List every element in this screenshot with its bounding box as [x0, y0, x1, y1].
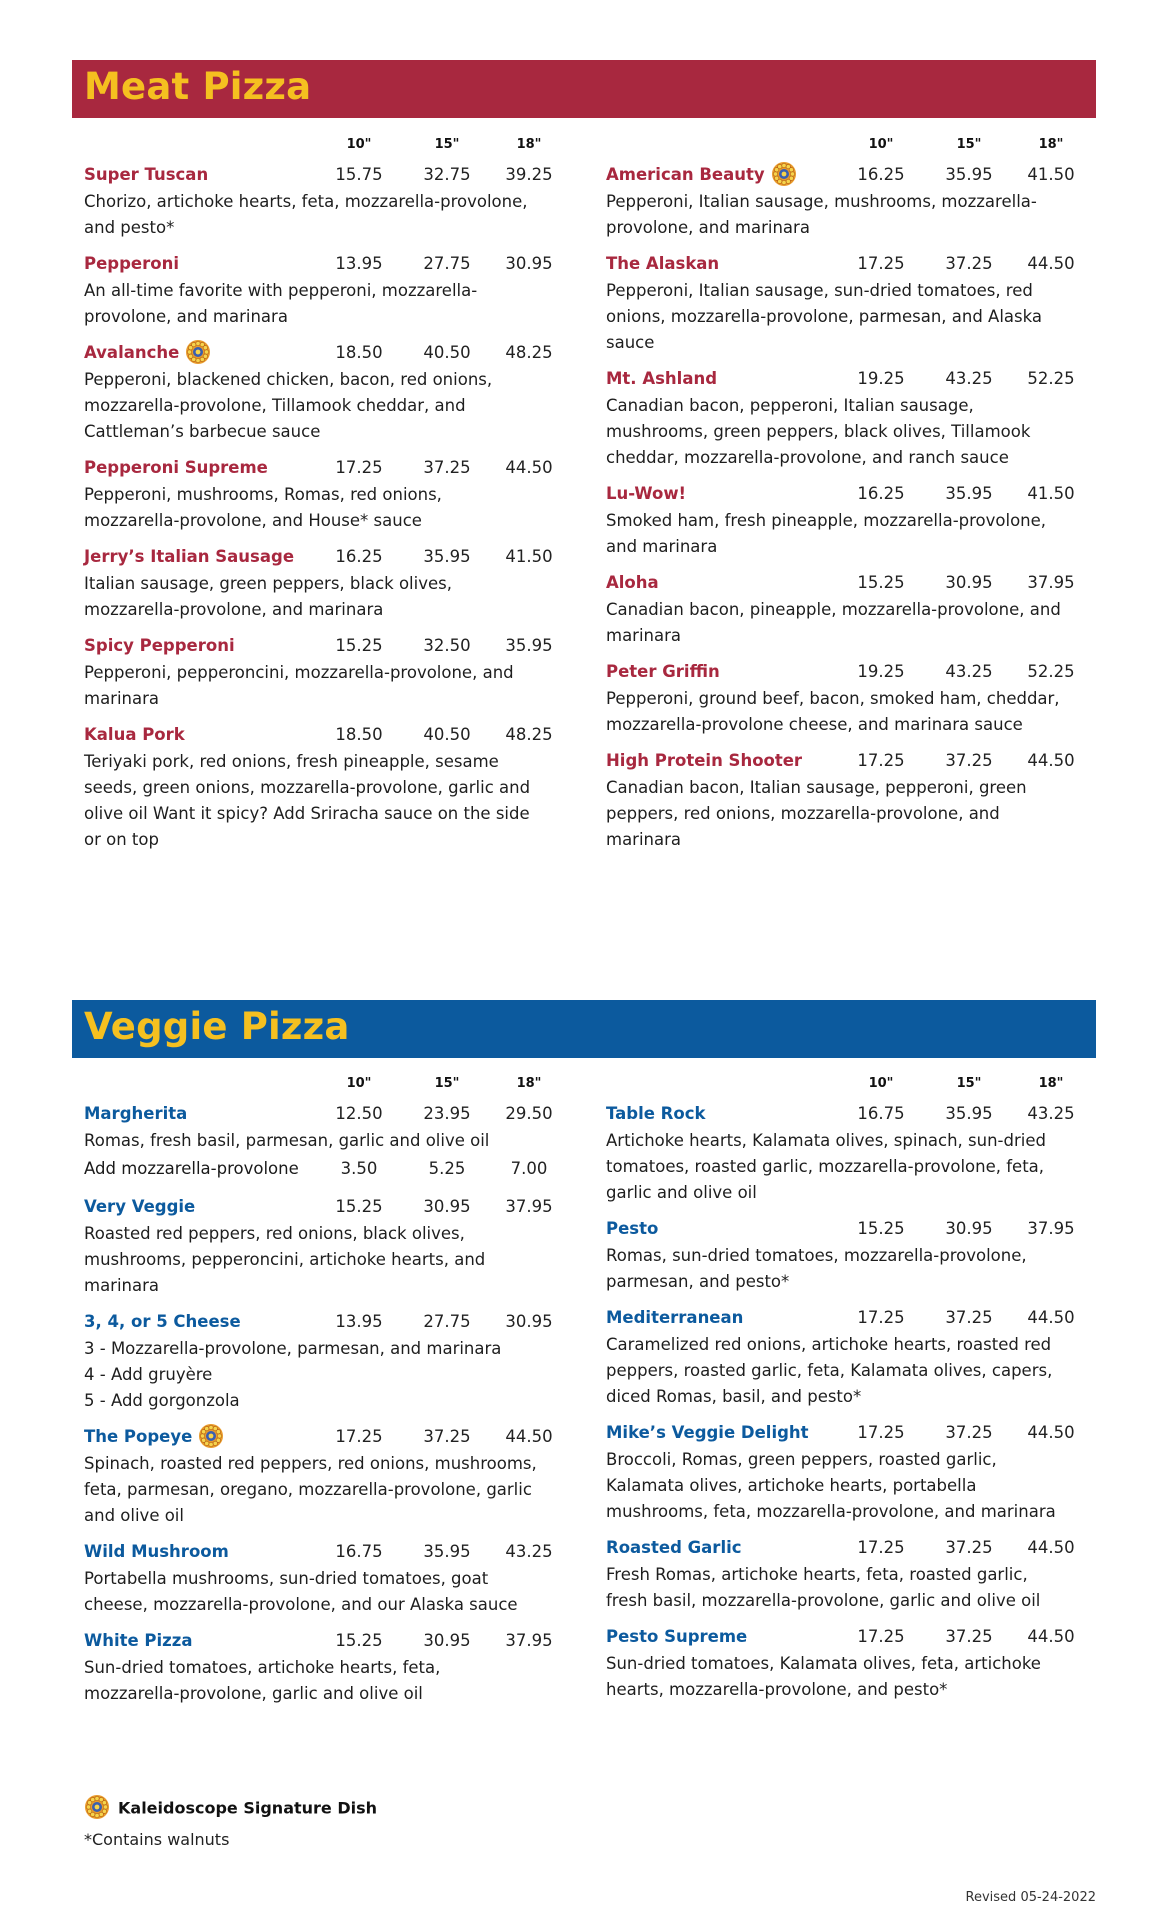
- item-description: Romas, fresh basil, parmesan, garlic and olive oil: [84, 1131, 490, 1150]
- menu-item: [594, 365, 1075, 471]
- price-15: 32.50: [423, 636, 471, 655]
- item-description: An all-time favorite with pepperoni, mozzarella-provolone, and marinara: [84, 281, 478, 326]
- item-description: Sun-dried tomatoes, artichoke hearts, feta, mozzarella-provolone, garlic and olive oil: [84, 1658, 441, 1703]
- price-18: 41.50: [1027, 484, 1075, 503]
- menu-item: [72, 721, 553, 853]
- price-18: 44.50: [505, 1427, 553, 1446]
- price-10: 17.25: [335, 1427, 383, 1446]
- item-description: Pepperoni, Italian sausage, mushrooms, mozzarella-provolone, and marinara: [606, 192, 1037, 237]
- item-name-wrap: [84, 543, 294, 571]
- item-name: Pepperoni: [84, 254, 179, 273]
- menu-item: [594, 1100, 1075, 1206]
- price-15: 37.25: [945, 1308, 993, 1327]
- price-10: 12.50: [335, 1104, 383, 1123]
- item-name-wrap: [606, 161, 797, 189]
- menu-item: [594, 1534, 1075, 1614]
- price-18: 44.50: [1027, 1627, 1075, 1646]
- size-label: 10": [346, 1076, 372, 1091]
- kaleidoscope-sun-icon: [185, 339, 211, 365]
- item-description: Fresh Romas, artichoke hearts, feta, roasted garlic, fresh basil, mozzarella-provolone, garlic and olive oil: [606, 1565, 1041, 1610]
- item-name-wrap: [606, 658, 720, 686]
- item-description: Canadian bacon, Italian sausage, pepperoni, green peppers, red onions, mozzarella-provolone, and marinara: [606, 778, 1027, 849]
- price-15: 27.75: [423, 254, 471, 273]
- price-10: 17.25: [857, 1423, 905, 1442]
- item-name: Aloha: [606, 573, 659, 592]
- price-15: 35.95: [423, 1542, 471, 1561]
- item-name-wrap: [606, 747, 802, 775]
- item-description: Pepperoni, blackened chicken, bacon, red onions, mozzarella-provolone, Tillamook cheddar, and Cattleman’s barbecue sauce: [84, 370, 493, 441]
- menu-item: [594, 480, 1075, 560]
- price-10: 17.25: [857, 254, 905, 273]
- item-name: 3, 4, or 5 Cheese: [84, 1312, 241, 1331]
- item-description: Smoked ham, fresh pineapple, mozzarella-provolone, and marinara: [606, 511, 1047, 556]
- item-name-wrap: [606, 1304, 743, 1332]
- price-15: 30.95: [945, 1219, 993, 1238]
- item-name-wrap: [84, 1308, 241, 1336]
- price-10: 13.95: [335, 254, 383, 273]
- price-10: 19.25: [857, 369, 905, 388]
- item-name: High Protein Shooter: [606, 751, 803, 770]
- item-description: Pepperoni, mushrooms, Romas, red onions, mozzarella-provolone, and House* sauce: [84, 485, 442, 530]
- price-10: 16.75: [335, 1542, 383, 1561]
- price-15: 43.25: [945, 369, 993, 388]
- price-18: 44.50: [1027, 751, 1075, 770]
- price-15: 35.95: [423, 547, 471, 566]
- menu-item: [594, 250, 1075, 356]
- price-10: 16.75: [857, 1104, 905, 1123]
- kaleidoscope-sun-icon: [198, 1423, 224, 1449]
- walnut-note: *Contains walnuts: [84, 1830, 230, 1849]
- size-label: 15": [434, 137, 460, 152]
- item-name: Pepperoni Supreme: [84, 458, 268, 477]
- price-18: 30.95: [505, 254, 553, 273]
- price-18: 44.50: [1027, 254, 1075, 273]
- signature-legend: [84, 1796, 377, 1822]
- price-10: 15.25: [335, 1197, 383, 1216]
- price-15: 37.25: [945, 1423, 993, 1442]
- item-name-wrap: [84, 250, 179, 278]
- price-15: 37.25: [945, 254, 993, 273]
- item-description: Roasted red peppers, red onions, black olives, mushrooms, pepperoncini, artichoke hearts, and marinara: [84, 1224, 486, 1295]
- price-18: 39.25: [505, 165, 553, 184]
- item-name: Table Rock: [606, 1104, 706, 1123]
- price-10: 16.25: [335, 547, 383, 566]
- item-name: Wild Mushroom: [84, 1542, 229, 1561]
- size-label: 10": [346, 137, 372, 152]
- item-description: Romas, sun-dried tomatoes, mozzarella-provolone, parmesan, and pesto*: [606, 1246, 1027, 1291]
- item-description: Canadian bacon, pepperoni, Italian sausage, mushrooms, green peppers, black olives, Tillamook cheddar, mozzarella-provolone, and ranch sauce: [606, 396, 1031, 467]
- size-label: 18": [1038, 1076, 1064, 1091]
- size-header: [72, 137, 546, 161]
- item-name-wrap: [606, 250, 719, 278]
- price-18: 41.50: [505, 547, 553, 566]
- price-15: 23.95: [423, 1104, 471, 1123]
- revised-date: Revised 05-24-2022: [965, 1890, 1096, 1905]
- item-description: Broccoli, Romas, green peppers, roasted garlic, Kalamata olives, artichoke hearts, portabella mushrooms, feta, mozzarella-provolone, and marinara: [606, 1450, 1056, 1521]
- meat-right-column: [594, 137, 1075, 862]
- price-18: 35.95: [505, 636, 553, 655]
- item-description: Canadian bacon, pineapple, mozzarella-provolone, and marinara: [606, 600, 1061, 645]
- item-name-wrap: [84, 1100, 187, 1128]
- price-18: 37.95: [505, 1631, 553, 1650]
- menu-item: [594, 569, 1075, 649]
- menu-item: [72, 1308, 553, 1414]
- price-10: 17.25: [857, 1308, 905, 1327]
- veggie-left-column: [72, 1076, 553, 1716]
- price-18: 37.95: [1027, 1219, 1075, 1238]
- item-name: Peter Griffin: [606, 662, 720, 681]
- price-15: 30.95: [423, 1631, 471, 1650]
- size-label: 18": [1038, 137, 1064, 152]
- size-label: 15": [956, 137, 982, 152]
- section-title: Veggie Pizza: [84, 1005, 350, 1048]
- item-description: Chorizo, artichoke hearts, feta, mozzarella-provolone, and pesto*: [84, 192, 528, 237]
- price-10: 15.25: [335, 636, 383, 655]
- meat-left-column: [72, 137, 553, 862]
- item-description: Italian sausage, green peppers, black olives, mozzarella-provolone, and marinara: [84, 574, 452, 619]
- item-description: Portabella mushrooms, sun-dried tomatoes, goat cheese, mozzarella-provolone, and our Alaska sauce: [84, 1569, 518, 1614]
- price-18: 44.50: [1027, 1423, 1075, 1442]
- item-name: Pesto Supreme: [606, 1627, 748, 1646]
- size-header: [594, 137, 1068, 161]
- item-name-wrap: [84, 632, 235, 660]
- menu-item: [72, 1100, 553, 1184]
- item-description: Pepperoni, ground beef, bacon, smoked ham, cheddar, mozzarella-provolone cheese, and marinara sauce: [606, 689, 1060, 734]
- item-name-wrap: [606, 480, 686, 508]
- item-name-wrap: [606, 1623, 747, 1651]
- item-description: Teriyaki pork, red onions, fresh pineapple, sesame seeds, green onions, mozzarella-provolone, garlic and olive oil Want it spicy? Add Sriracha sauce on the side or on top: [84, 752, 531, 849]
- menu-item: [72, 1538, 553, 1618]
- item-name-wrap: [606, 569, 659, 597]
- size-label: 15": [956, 1076, 982, 1091]
- menu-item: [72, 339, 553, 445]
- item-name-wrap: [84, 339, 211, 367]
- add-on-price-18: 7.00: [510, 1159, 548, 1178]
- item-name: Pesto: [606, 1219, 659, 1238]
- price-10: 16.25: [857, 484, 905, 503]
- price-10: 16.25: [857, 165, 905, 184]
- price-15: 37.25: [945, 1538, 993, 1557]
- item-description: Artichoke hearts, Kalamata olives, spinach, sun-dried tomatoes, roasted garlic, mozzarella-provolone, feta, garlic and olive oil: [606, 1131, 1046, 1202]
- item-name-wrap: [606, 1215, 658, 1243]
- add-on-label: Add mozzarella-provolone: [84, 1159, 299, 1178]
- price-10: 15.25: [857, 1219, 905, 1238]
- item-name-wrap: [84, 1538, 229, 1566]
- item-description: Pepperoni, Italian sausage, sun-dried tomatoes, red onions, mozzarella-provolone, parmesan, and Alaska sauce: [606, 281, 1043, 352]
- price-18: 41.50: [1027, 165, 1075, 184]
- price-10: 18.50: [335, 343, 383, 362]
- item-name: Spicy Pepperoni: [84, 636, 235, 655]
- item-name: Mt. Ashland: [606, 369, 718, 388]
- item-name: Roasted Garlic: [606, 1538, 742, 1557]
- price-15: 40.50: [423, 725, 471, 744]
- item-name: Margherita: [84, 1104, 188, 1123]
- size-label: 18": [516, 1076, 542, 1091]
- menu-item: [72, 632, 553, 712]
- price-15: 30.95: [945, 573, 993, 592]
- menu-item: [72, 454, 553, 534]
- veggie-right-column: [594, 1076, 1075, 1712]
- item-name-wrap: [606, 1100, 705, 1128]
- item-name-wrap: [84, 161, 208, 189]
- price-10: 17.25: [335, 458, 383, 477]
- menu-item: [72, 543, 553, 623]
- price-18: 37.95: [505, 1197, 553, 1216]
- item-name-wrap: [606, 365, 717, 393]
- item-name: The Popeye: [84, 1427, 193, 1446]
- item-name-wrap: [84, 1627, 193, 1655]
- menu-item: [72, 161, 553, 241]
- price-15: 37.25: [945, 751, 993, 770]
- menu-item: [72, 250, 553, 330]
- price-18: 52.25: [1027, 662, 1075, 681]
- item-description-line: 3 - Mozzarella-provolone, parmesan, and marinara: [84, 1339, 502, 1358]
- price-15: 35.95: [945, 1104, 993, 1123]
- add-on-price-15: 5.25: [428, 1159, 466, 1178]
- size-label: 10": [868, 1076, 894, 1091]
- size-label: 18": [516, 137, 542, 152]
- price-15: 32.75: [423, 165, 471, 184]
- menu-item: [594, 1623, 1075, 1703]
- price-18: 44.50: [1027, 1308, 1075, 1327]
- item-name: Mike’s Veggie Delight: [606, 1423, 809, 1442]
- add-on-row: [72, 1154, 546, 1184]
- price-10: 13.95: [335, 1312, 383, 1331]
- price-18: 30.95: [505, 1312, 553, 1331]
- item-name: American Beauty: [606, 165, 765, 184]
- menu-item: [594, 161, 1075, 241]
- item-name: White Pizza: [84, 1631, 193, 1650]
- price-10: 17.25: [857, 1538, 905, 1557]
- price-15: 37.25: [423, 458, 471, 477]
- menu-item: [594, 1419, 1075, 1525]
- menu-item: [594, 658, 1075, 738]
- price-15: 40.50: [423, 343, 471, 362]
- kaleidoscope-sun-icon: [771, 161, 797, 187]
- add-on-price-10: 3.50: [340, 1159, 378, 1178]
- item-name-wrap: [606, 1419, 809, 1447]
- menu-item: [594, 1304, 1075, 1410]
- menu-item: [72, 1423, 553, 1529]
- price-18: 37.95: [1027, 573, 1075, 592]
- price-10: 17.25: [857, 751, 905, 770]
- menu-item: [594, 1215, 1075, 1295]
- item-name: Kalua Pork: [84, 725, 185, 744]
- price-18: 52.25: [1027, 369, 1075, 388]
- menu-item: [594, 747, 1075, 853]
- price-18: 48.25: [505, 343, 553, 362]
- item-name: Super Tuscan: [84, 165, 209, 184]
- item-description-line: 5 - Add gorgonzola: [84, 1391, 240, 1410]
- price-10: 15.25: [335, 1631, 383, 1650]
- item-name-wrap: [84, 721, 185, 749]
- item-description: Spinach, roasted red peppers, red onions, mushrooms, feta, parmesan, oregano, mozzarella-provolone, garlic and olive oil: [84, 1454, 537, 1525]
- item-description: Sun-dried tomatoes, Kalamata olives, feta, artichoke hearts, mozzarella-provolone, and pesto*: [606, 1654, 1041, 1699]
- item-name: Very Veggie: [84, 1197, 196, 1216]
- price-15: 37.25: [423, 1427, 471, 1446]
- size-label: 15": [434, 1076, 460, 1091]
- price-15: 35.95: [945, 165, 993, 184]
- meat-pizza-banner: [72, 60, 1096, 118]
- item-name-wrap: [84, 1193, 195, 1221]
- kaleidoscope-sun-icon: [84, 1794, 110, 1820]
- item-description: Pepperoni, pepperoncini, mozzarella-provolone, and marinara: [84, 663, 514, 708]
- price-15: 37.25: [945, 1627, 993, 1646]
- price-15: 30.95: [423, 1197, 471, 1216]
- price-10: 15.25: [857, 573, 905, 592]
- menu-item: [72, 1193, 553, 1299]
- price-18: 43.25: [505, 1542, 553, 1561]
- price-18: 44.50: [505, 458, 553, 477]
- price-10: 17.25: [857, 1627, 905, 1646]
- item-name-wrap: [606, 1534, 742, 1562]
- item-name: Jerry’s Italian Sausage: [84, 547, 295, 566]
- menu-item: [72, 1627, 553, 1707]
- item-name: Avalanche: [84, 343, 180, 362]
- veggie-pizza-banner: [72, 1000, 1096, 1058]
- item-name: Mediterranean: [606, 1308, 744, 1327]
- price-15: 35.95: [945, 484, 993, 503]
- price-18: 48.25: [505, 725, 553, 744]
- price-18: 29.50: [505, 1104, 553, 1123]
- item-name-wrap: [84, 454, 268, 482]
- price-18: 44.50: [1027, 1538, 1075, 1557]
- item-name: Lu-Wow!: [606, 484, 687, 503]
- price-10: 18.50: [335, 725, 383, 744]
- item-description-line: 4 - Add gruyère: [84, 1365, 213, 1384]
- price-10: 19.25: [857, 662, 905, 681]
- item-description: Caramelized red onions, artichoke hearts, roasted red peppers, roasted garlic, feta, Kalamata olives, capers, diced Romas, basil, and pesto*: [606, 1335, 1053, 1406]
- size-label: 10": [868, 137, 894, 152]
- price-18: 43.25: [1027, 1104, 1075, 1123]
- size-header: [594, 1076, 1068, 1100]
- item-name-wrap: [84, 1423, 224, 1451]
- signature-legend-label: Kaleidoscope Signature Dish: [118, 1798, 378, 1818]
- price-15: 43.25: [945, 662, 993, 681]
- price-10: 15.75: [335, 165, 383, 184]
- item-name: The Alaskan: [606, 254, 720, 273]
- size-header: [72, 1076, 546, 1100]
- price-15: 27.75: [423, 1312, 471, 1331]
- section-title: Meat Pizza: [84, 65, 312, 108]
